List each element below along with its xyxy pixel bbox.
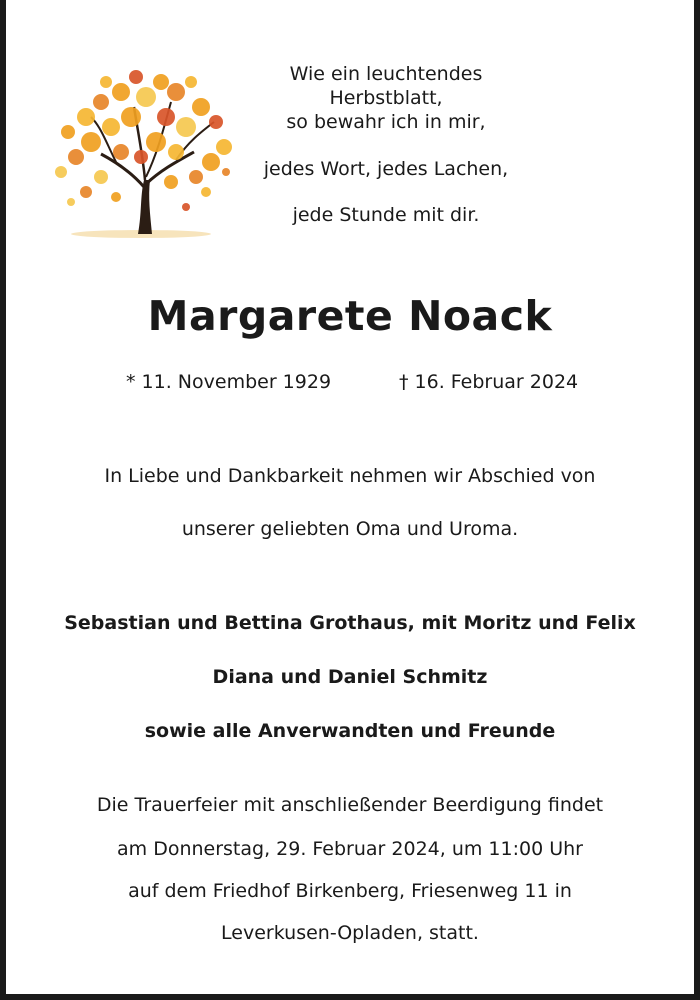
birth-date: * 11. November 1929 <box>126 371 332 393</box>
funeral-line-2: am Donnerstag, 29. Februar 2024, um 11:00 Uhr <box>117 838 583 860</box>
autumn-tree-icon <box>46 62 236 242</box>
poem-line-4: jede Stunde mit dir. <box>292 204 480 226</box>
funeral-line-4: Leverkusen-Opladen, statt. <box>221 922 479 944</box>
poem-line-3: jedes Wort, jedes Lachen, <box>263 158 509 180</box>
poem <box>236 62 536 110</box>
funeral-line-1: Die Trauerfeier mit anschließender Beerdigung findet <box>96 794 604 816</box>
mourner-line-3: sowie alle Anverwandten und Freunde <box>144 720 556 742</box>
death-date: † 16. Februar 2024 <box>399 371 579 393</box>
mourner-line-2: Diana und Daniel Schmitz <box>212 666 488 688</box>
deceased-name: Margarete Noack <box>147 292 553 340</box>
funeral-line-3: auf dem Friedhof Birkenberg, Friesenweg 11 in <box>128 880 572 902</box>
farewell-line-1: In Liebe und Dankbarkeit nehmen wir Abschied von <box>104 465 596 487</box>
mourner-line-1: Sebastian und Bettina Grothaus, mit Moritz und Felix <box>64 612 636 634</box>
poem-line-2: so bewahr ich in mir, <box>286 111 486 133</box>
farewell-line-2: unserer geliebten Oma und Uroma. <box>181 518 519 540</box>
poem-line-1: Wie ein leuchtendes Herbstblatt, <box>289 63 483 109</box>
